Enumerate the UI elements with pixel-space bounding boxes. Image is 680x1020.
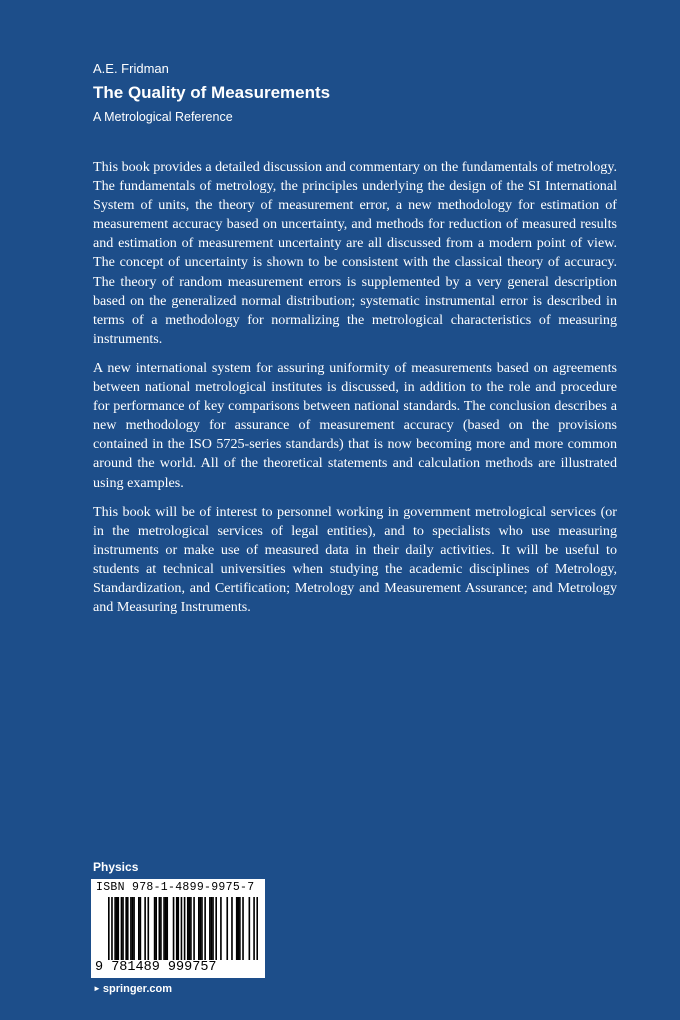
book-subtitle: A Metrological Reference	[93, 110, 233, 124]
barcode-bar	[133, 897, 135, 960]
description-paragraph-2: A new international system for assuring uniformity of measurements based on agreements between national metrological institutes is discussed, in addition to the role and procedure for performance of key comparisons between national standards. The conclusion describes a new methodology for assurance of measurement accuracy (based on the provisions contained in the ISO 5725-series standards) that is now becoming more and more common around the world. All of the theoretical statements and calculation methods are illustrated using examples.	[93, 359, 617, 491]
book-description	[93, 158, 617, 627]
barcode-bar	[154, 897, 156, 960]
barcode-bar	[236, 897, 238, 960]
barcode-bar	[138, 897, 140, 960]
barcode-bar	[176, 897, 178, 960]
barcode-bar	[237, 897, 239, 960]
barcode-bar	[121, 897, 123, 960]
barcode-bar	[209, 897, 211, 960]
barcode-bar	[147, 897, 149, 960]
barcode-bar	[226, 897, 228, 960]
barcode-bar	[201, 897, 203, 960]
subject-category: Physics	[93, 860, 139, 874]
barcode-bar	[184, 897, 186, 960]
book-title: The Quality of Measurements	[93, 83, 331, 102]
barcode-bar	[253, 897, 255, 960]
barcode-bar	[140, 897, 142, 960]
barcode-bar	[122, 897, 124, 960]
barcode-bar	[117, 897, 119, 960]
barcode-bar	[130, 897, 132, 960]
barcode-bar	[189, 897, 191, 960]
barcode-bar	[211, 897, 213, 960]
description-paragraph-1: This book provides a detailed discussion and commentary on the fundamentals of metrology. The fundamentals of metrology, the principles underlying the design of the SI International System of units, the theory of measurement error, a new methodology for estimation of measurement accuracy based on uncertainty, and methods for reduction of measured results and estimation of measurement uncertainty are all discussed from a modern point of view. The concept of uncertainty is shown to be consistent with the classical theory of accuracy. The theory of random measurement errors is supplemented by a very general description based on the generalized normal distribution; systematic instrumental error is described in terms of a methodology for normalizing the metrological characteristics of measuring instruments.	[93, 159, 617, 347]
barcode-bar	[108, 897, 110, 960]
isbn-barcode	[91, 879, 265, 978]
barcode-bars	[108, 897, 258, 960]
barcode-bar	[204, 897, 206, 960]
barcode-bar	[111, 897, 113, 960]
author-name: A.E. Fridman	[93, 61, 169, 76]
barcode-bar	[212, 897, 214, 960]
barcode-bar	[144, 897, 146, 960]
barcode-bar	[173, 897, 175, 960]
barcode-bar	[159, 897, 161, 960]
barcode-bar	[125, 897, 127, 960]
barcode-bar	[239, 897, 241, 960]
website-label: springer.com	[102, 983, 172, 995]
barcode-bar	[132, 897, 134, 960]
barcode-bar	[166, 897, 168, 960]
publisher-website	[93, 983, 172, 995]
barcode-bar	[116, 897, 118, 960]
barcode-bar	[190, 897, 192, 960]
barcode-bar	[231, 897, 233, 960]
barcode-bar	[187, 897, 189, 960]
barcode-bar	[165, 897, 167, 960]
barcode-bar	[242, 897, 244, 960]
barcode-bar	[155, 897, 157, 960]
barcode-bar	[160, 897, 162, 960]
barcode-bar	[127, 897, 129, 960]
barcode-bar	[256, 897, 258, 960]
cover-header	[93, 59, 330, 126]
barcode-bar	[200, 897, 202, 960]
barcode-bar	[215, 897, 217, 960]
barcode-bar	[220, 897, 222, 960]
barcode-bar	[181, 897, 183, 960]
barcode-bar	[249, 897, 251, 960]
barcode-bar	[163, 897, 165, 960]
barcode-bar	[177, 897, 179, 960]
barcode-bar	[114, 897, 116, 960]
arrow-icon: ►	[93, 984, 101, 993]
barcode-bar	[198, 897, 200, 960]
barcode-bar	[193, 897, 195, 960]
barcode-digits: 9 781489 999757	[95, 960, 217, 975]
description-paragraph-3: This book will be of interest to personnel working in government metrological services (or in the metrological services of legal entities), and to specialists who use measuring instruments or make use of measured data in their daily activities. It will be useful to students at technical universities when studying the academic disciplines of Metrology, Standardization, and Certification; Metrology and Measurement Assurance; and Metrology and Measuring Instruments.	[93, 503, 617, 616]
isbn-label: ISBN 978-1-4899-9975-7	[96, 881, 255, 894]
